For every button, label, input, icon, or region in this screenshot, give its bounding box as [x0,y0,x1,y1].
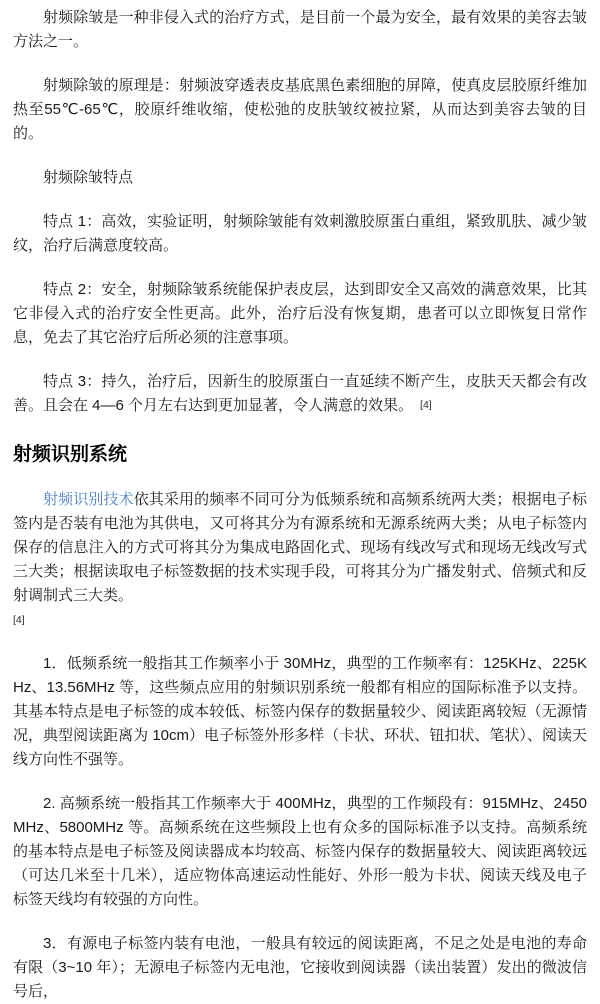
paragraph-feature-2: 特点 2：安全，射频除皱系统能保护表皮层，达到即安全又高效的满意效果，比其它非侵入式的治疗安全性更高。此外，治疗后没有恢复期，患者可以立即恢复日常作息，免去了其它治疗后所必须的注意事项。 [13,281,587,346]
rfid-tech-link[interactable]: 射频识别技术 [43,491,134,508]
paragraph-rfid-classification [13,488,587,608]
paragraph-intro: 射频除皱是一种非侵入式的治疗方式，是目前一个最为安全，最有效果的美容去皱方法之一。 [13,9,587,50]
paragraph-feature-3-text: 特点 3：持久，治疗后，因新生的胶原蛋白一直延续不断产生，皮肤天天都会有改善。且会在 4—6 个月左右达到更加显著，令人满意的效果。 [13,373,587,414]
paragraph-principle: 射频除皱的原理是：射频波穿透表皮基底黑色素细胞的屏障，使真皮层胶原纤维加热至55℃-65℃，胶原纤维收缩，使松弛的皮肤皱纹被拉紧，从而达到美容去皱的目的。 [13,77,587,142]
paragraph-active-passive-tags: 3．有源电子标签内装有电池，一般具有较远的阅读距离，不足之处是电池的寿命有限（3~10 年）；无源电子标签内无电池，它接收到阅读器（读出装置）发出的微波信号后， [13,935,587,1000]
paragraph-low-frequency: 1．低频系统一般指其工作频率小于 30MHz，典型的工作频率有：125KHz、225KHz、13.56MHz 等，这些频点应用的射频识别系统一般都有相应的国际标准予以支持。其基本特点是电子标签的成本较低、标签内保存的数据量较少、阅读距离较短（无源情况，典型阅读距离为 10cm）电子标签外形多样（卡状、环状、钮扣状、笔状）、阅读天线方向性不强等。 [13,655,587,768]
paragraph-rfid-classification-text: 依其采用的频率不同可分为低频系统和高频系统两大类；根据电子标签内是否装有电池为其供电，又可将其分为有源系统和无源系统两大类；从电子标签内保存的信息注入的方式可将其分为集成电路固化式、现场有线改写式和现场无线改写式三大类；根据读取电子标签数据的技术实现手段，可将其分为广播发射式、倍频式和反射调制式三大类。 [13,491,587,604]
section-heading-rfid-system: 射频识别系统 [13,444,128,465]
citation-ref-4[interactable]: [4] [13,614,25,626]
paragraph-feature-1: 特点 1：高效，实验证明，射频除皱能有效刺激胶原蛋白重组，紧致肌肤、减少皱纹，治疗后满意度较高。 [13,213,587,254]
paragraph-features-title: 射频除皱特点 [43,169,134,186]
citation-ref-line [13,608,587,632]
paragraph-high-frequency: 2. 高频系统一般指其工作频率大于 400MHz，典型的工作频段有：915MHz、2450MHz、5800MHz 等。高频系统在这些频段上也有众多的国际标准予以支持。高频系统的基本特点是电子标签及阅读器成本均较高、标签内保存的数据量较大、阅读距离较远（可达几米至十几米），适应物体高速运动性能好、外形一般为卡状、阅读天线及电子标签天线均有较强的方向性。 [13,795,587,908]
paragraph-feature-3 [13,370,587,418]
citation-ref-4[interactable]: [4] [420,399,432,411]
